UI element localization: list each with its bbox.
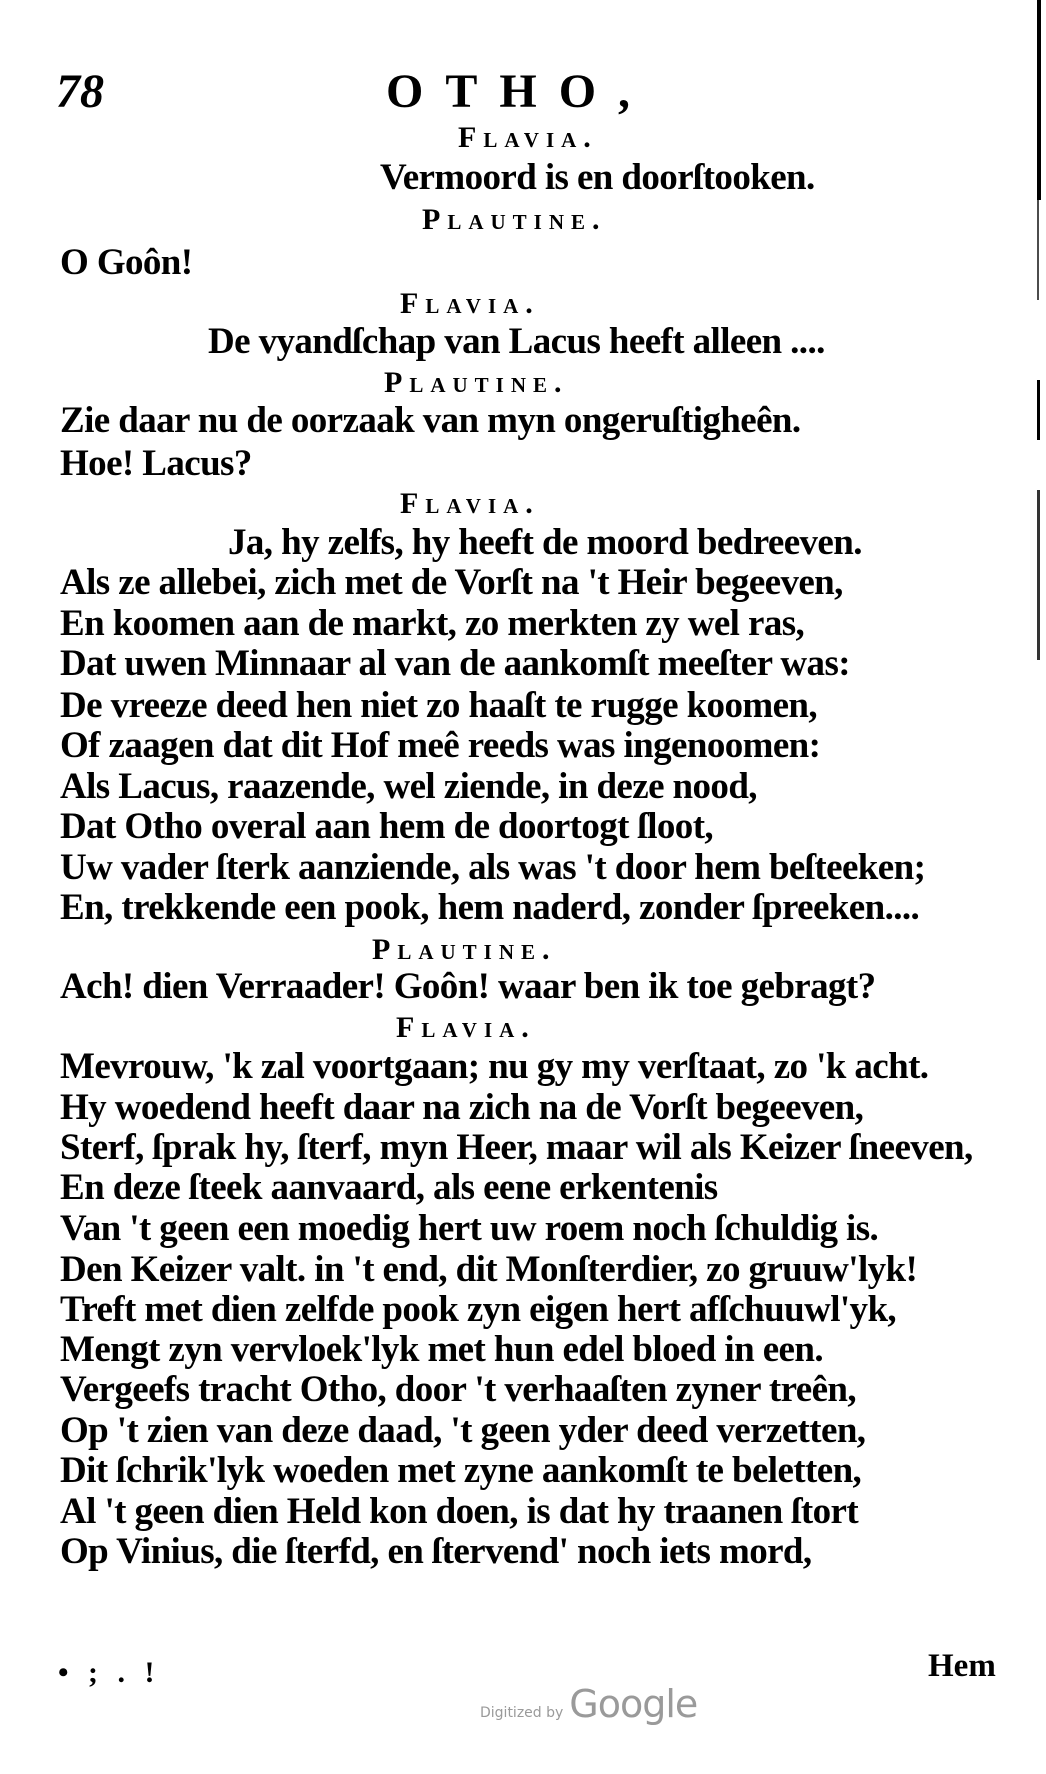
verse-line: Ach! dien Verraader! Goôn! waar ben ik toe gebragt?: [60, 966, 876, 1007]
verse-line: Den Keizer valt. in 't end, dit Monſterdier, zo gruuw'lyk!: [60, 1249, 918, 1290]
watermark-prefix: Digitized by: [480, 1705, 564, 1721]
page-edge-line: [1037, 0, 1041, 200]
speaker-name: Flavia.: [400, 487, 540, 520]
verse-line: Ja, hy zelfs, hy heeft de moord bedreeven.: [228, 522, 862, 563]
verse-line: De vreeze deed hen niet zo haaſt te rugge koomen,: [60, 685, 818, 726]
verse-line: Mengt zyn vervloek'lyk met hun edel bloed in een.: [60, 1329, 823, 1370]
verse-line: Op Vinius, die ſterfd, en ſtervend' noch iets mord,: [60, 1531, 812, 1572]
verse-line: De vyandſchap van Lacus heeft alleen ....: [208, 321, 825, 362]
speaker-name: Flavia.: [400, 287, 540, 320]
verse-line: Hoe! Lacus?: [60, 443, 252, 484]
verse-line: Mevrouw, 'k zal voortgaan; nu gy my verſtaat, zo 'k acht.: [60, 1046, 929, 1087]
verse-line: Treft met dien zelfde pook zyn eigen hert afſchuuwl'yk,: [60, 1289, 897, 1330]
watermark-brand: Google: [569, 1682, 698, 1726]
digitized-watermark: [480, 1682, 697, 1726]
verse-line: Dat Otho overal aan hem de doortogt ſloot,: [60, 806, 714, 847]
speaker-name: Plautine.: [384, 366, 569, 399]
verse-line: Op 't zien van deze daad, 't geen yder deed verzetten,: [60, 1410, 866, 1451]
verse-line: O Goôn!: [60, 242, 193, 283]
print-specks: • ; . !: [58, 1656, 161, 1689]
running-title: OTHO,: [386, 65, 653, 118]
verse-line: Dit ſchrik'lyk woeden met zyne aankomſt te beletten,: [60, 1450, 862, 1491]
verse-line: Als ze allebei, zich met de Vorſt na 't Heir begeeven,: [60, 562, 843, 603]
verse-line: Van 't geen een moedig hert uw roem noch ſchuldig is.: [60, 1208, 879, 1249]
verse-line: Vermoord is en doorſtooken.: [380, 157, 815, 198]
verse-line: Sterf, ſprak hy, ſterf, myn Heer, maar wil als Keizer ſneeven,: [60, 1127, 973, 1168]
verse-line: Al 't geen dien Held kon doen, is dat hy traanen ſtort: [60, 1491, 859, 1532]
catchword: Hem: [928, 1648, 996, 1684]
page-number: 78: [56, 65, 104, 118]
speaker-name: Plautine.: [422, 203, 607, 236]
speaker-name: Flavia.: [458, 121, 598, 154]
verse-line: Als Lacus, raazende, wel ziende, in deze nood,: [60, 766, 757, 807]
verse-line: Zie daar nu de oorzaak van myn ongeruſtigheên.: [60, 400, 801, 441]
page-edge-line: [1037, 380, 1040, 440]
page-edge-line: [1037, 490, 1040, 660]
verse-line: Vergeefs tracht Otho, door 't verhaaſten zyner treên,: [60, 1369, 857, 1410]
verse-line: En deze ſteek aanvaard, als eene erkentenis: [60, 1167, 718, 1208]
verse-line: Of zaagen dat dit Hof meê reeds was ingenoomen:: [60, 725, 821, 766]
verse-line: Dat uwen Minnaar al van de aankomſt meeſter was:: [60, 643, 850, 684]
verse-line: En, trekkende een pook, hem naderd, zonder ſpreeken....: [60, 887, 920, 928]
verse-line: En koomen aan de markt, zo merkten zy wel ras,: [60, 603, 805, 644]
running-head: [56, 65, 956, 128]
verse-line: Hy woedend heeft daar na zich na de Vorſt begeeven,: [60, 1087, 864, 1128]
verse-line: Uw vader ſterk aanziende, als was 't door hem beſteeken;: [60, 847, 926, 888]
page-edge-line: [1037, 200, 1039, 300]
speaker-name: Plautine.: [372, 933, 557, 966]
speaker-name: Flavia.: [396, 1011, 536, 1044]
